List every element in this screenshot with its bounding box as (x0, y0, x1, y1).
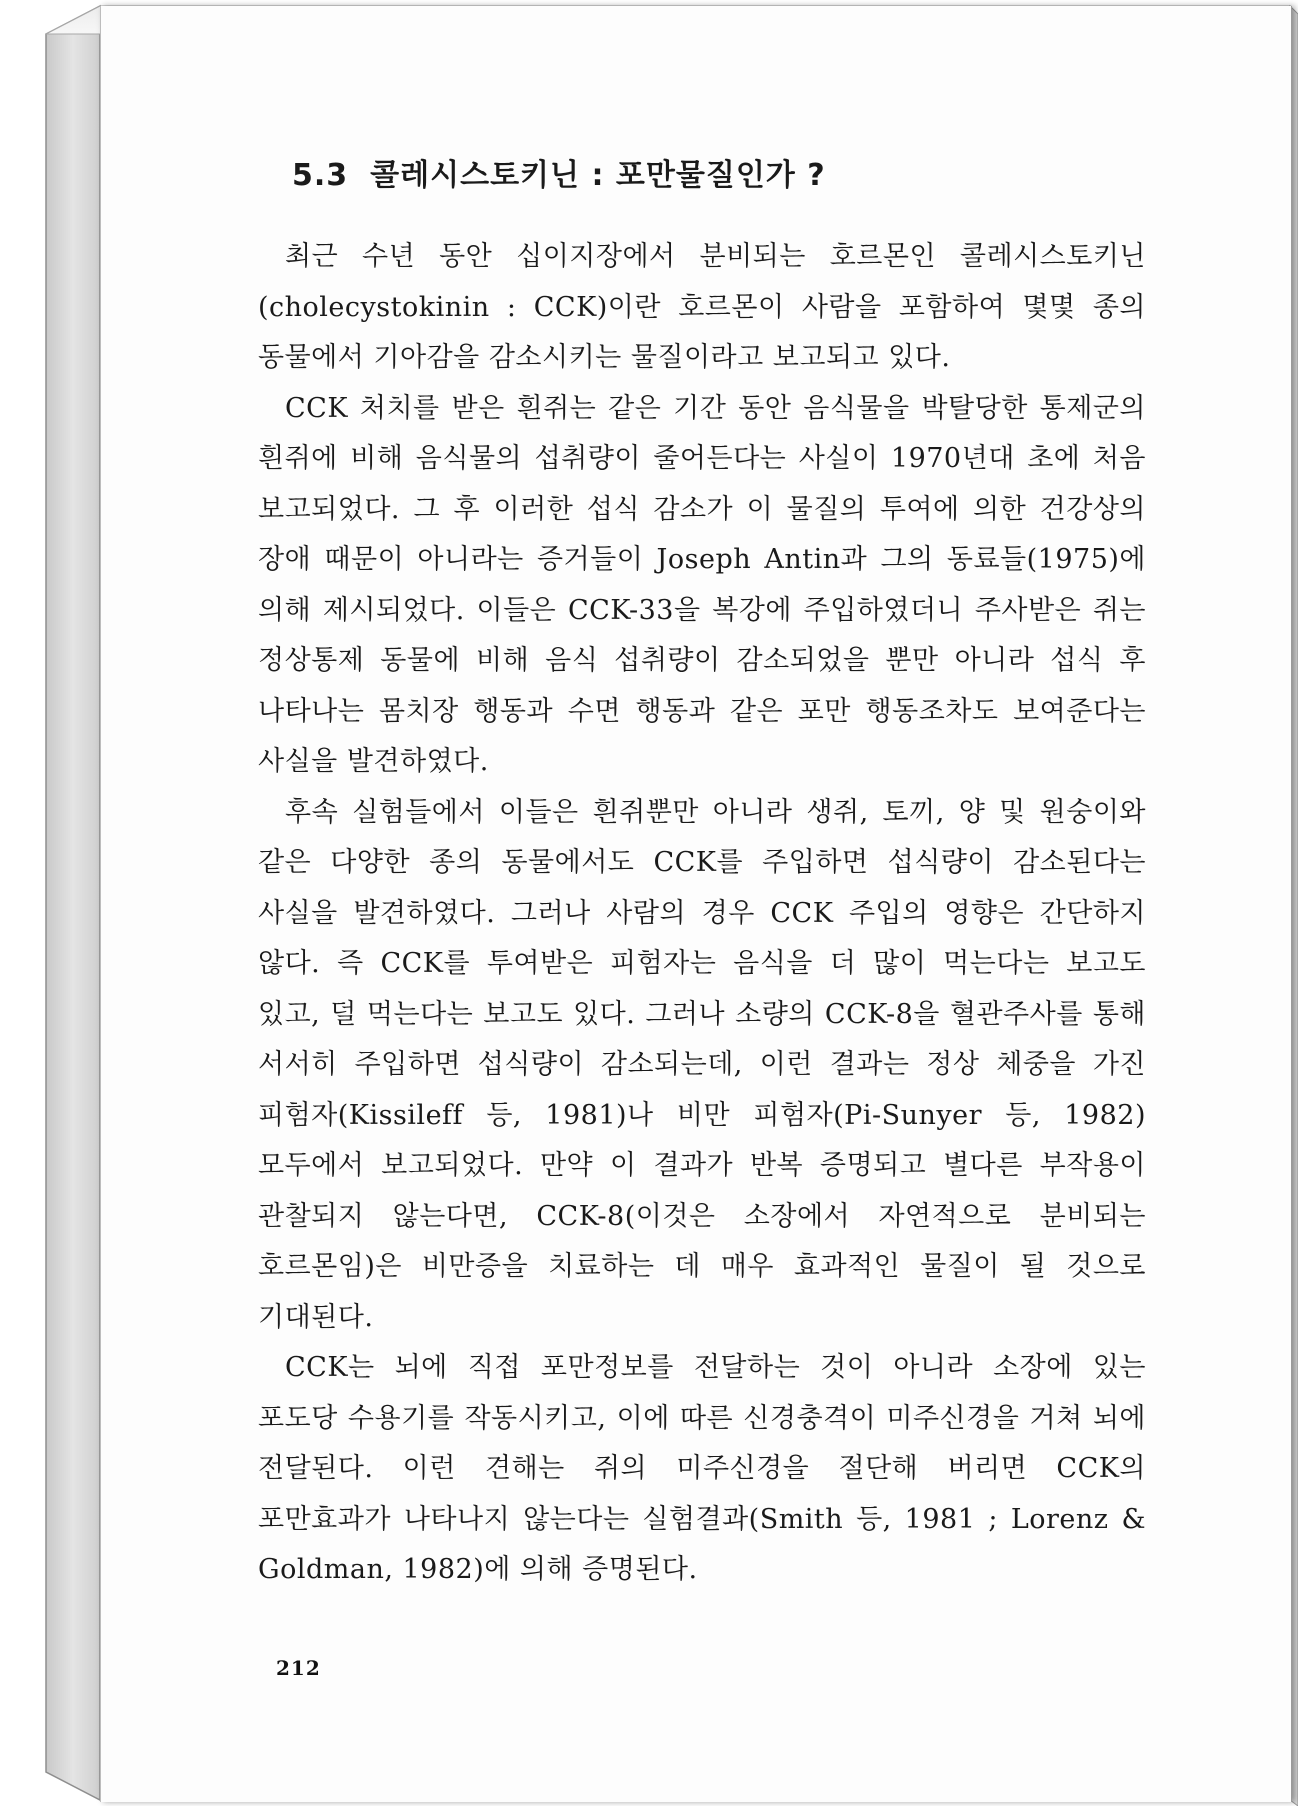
paragraph-2: CCK 처치를 받은 흰쥐는 같은 기간 동안 음식물을 박탈당한 통제군의 흰쥐에 비해 음식물의 섭취량이 줄어든다는 사실이 1970년대 초에 처음 보고되었다. 그 후 이러한 섭식 감소가 이 물질의 투여에 의한 건강상의 장애 때문이 아니라는 증거들이 Joseph Antin과 그의 동료들(1975)에 의해 제시되었다. 이들은 CCK-33을 복강에 주입하였더니 주사받은 쥐는 정상통제 동물에 비해 음식 섭취량이 감소되었을 뿐만 아니라 섭식 후 나타나는 몸치장 행동과 수면 행동과 같은 포만 행동조차도 보여준다는 사실을 발견하였다. (258, 392, 1146, 777)
section-title: 콜레시스토키닌 : 포만물질인가 ? (370, 158, 826, 193)
section-heading (292, 150, 1146, 194)
paragraph-3: 후속 실험들에서 이들은 흰쥐뿐만 아니라 생쥐, 토끼, 양 및 원숭이와 같은 다양한 종의 동물에서도 CCK를 주입하면 섭식량이 감소된다는 사실을 발견하였다. 그러나 사람의 경우 CCK 주입의 영향은 간단하지 않다. 즉 CCK를 투여받은 피험자는 음식을 더 많이 먹는다는 보고도 있고, 덜 먹는다는 보고도 있다. 그러나 소량의 CCK-8을 혈관주사를 통해 서서히 주입하면 섭식량이 감소되는데, 이런 결과는 정상 체중을 가진 피험자(Kissileff 등, 1981)나 비만 피험자(Pi-Sunyer 등, 1982) 모두에서 보고되었다. 만약 이 결과가 반복 증명되고 별다른 부작용이 관찰되지 않는다면, CCK-8(이것은 소장에서 자연적으로 분비되는 호르몬임)은 비만증을 치료하는 데 매우 효과적인 물질이 될 것으로 기대된다. (258, 796, 1146, 1333)
paragraph-4: CCK는 뇌에 직접 포만정보를 전달하는 것이 아니라 소장에 있는 포도당 수용기를 작동시키고, 이에 따른 신경충격이 미주신경을 거쳐 뇌에 전달된다. 이런 견해는 쥐의 미주신경을 절단해 버리면 CCK의 포만효과가 나타나지 않는다는 실험결과(Smith 등, 1981 ; Lorenz & Goldman, 1982)에 의해 증명된다. (258, 1352, 1146, 1585)
page-number: 212 (276, 1656, 321, 1680)
section-number: 5.3 (292, 158, 349, 193)
paragraph-1: 최근 수년 동안 십이지장에서 분비되는 호르몬인 콜레시스토키닌 (cholecystokinin : CCK)이란 호르몬이 사람을 포함하여 몇몇 종의 동물에서 기아감을 감소시키는 물질이라고 보고되고 있다. (258, 241, 1146, 373)
page-content (258, 150, 1146, 1596)
